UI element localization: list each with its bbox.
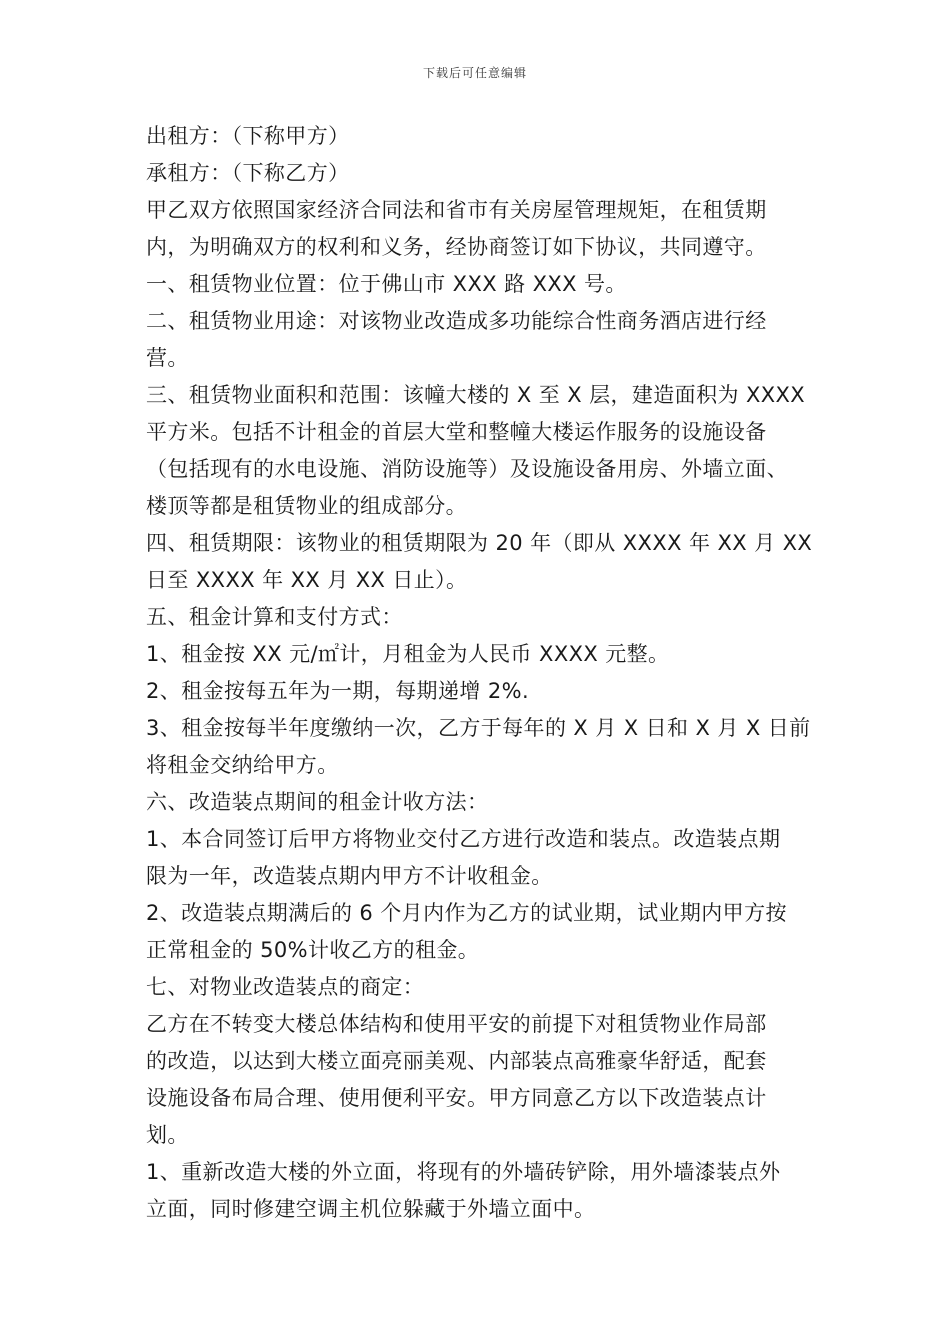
text-line: 甲乙双方依照国家经济合同法和省市有关房屋管理规矩，在租赁期	[146, 198, 767, 222]
text-line: 1、租金按 XX 元/㎡计，月租金为人民币 XXXX 元整。	[146, 642, 670, 666]
text-line: 七、对物业改造装点的商定：	[146, 975, 425, 999]
text-line: 划。	[146, 1123, 189, 1147]
text-line: 内，为明确双方的权利和义务，经协商签订如下协议，共同遵守。	[146, 235, 767, 259]
text-line: 乙方在不转变大楼总体结构和使用平安的前提下对租赁物业作局部	[146, 1012, 767, 1036]
text-line: 一、租赁物业位置：位于佛山市 XXX 路 XXX 号。	[146, 272, 627, 296]
text-line: 2、改造装点期满后的 6 个月内作为乙方的试业期，试业期内甲方按	[146, 901, 787, 925]
text-line: 的改造，以达到大楼立面亮丽美观、内部装点高雅豪华舒适，配套	[146, 1049, 767, 1073]
text-line: 2、租金按每五年为一期，每期递增 2%.	[146, 679, 530, 703]
text-line: 营。	[146, 346, 189, 370]
page-header-note: 下载后可任意编辑	[422, 66, 527, 80]
text-line: 限为一年，改造装点期内甲方不计收租金。	[146, 864, 553, 888]
text-line: 设施设备布局合理、使用便利平安。甲方同意乙方以下改造装点计	[146, 1086, 767, 1110]
text-line: 将租金交纳给甲方。	[146, 753, 339, 777]
text-line: 楼顶等都是租赁物业的组成部分。	[146, 494, 467, 518]
text-line: 承租方：（下称乙方）	[146, 161, 350, 185]
text-line: 立面，同时修建空调主机位躲藏于外墙立面中。	[146, 1197, 596, 1221]
contract-body	[146, 118, 818, 1228]
text-line: 五、租金计算和支付方式：	[146, 605, 403, 629]
text-line: 二、租赁物业用途：对该物业改造成多功能综合性商务酒店进行经	[146, 309, 767, 333]
text-line: （包括现有的水电设施、消防设施等）及设施设备用房、外墙立面、	[146, 457, 788, 481]
text-line: 三、租赁物业面积和范围：该幢大楼的 X 至 X 层，建造面积为 XXXX	[146, 383, 806, 407]
text-line: 出租方：（下称甲方）	[146, 124, 350, 148]
text-line: 四、租赁期限：该物业的租赁期限为 20 年（即从 XXXX 年 XX 月 XX	[146, 531, 813, 555]
text-line: 1、重新改造大楼的外立面，将现有的外墙砖铲除，用外墙漆装点外	[146, 1160, 781, 1184]
text-line: 3、租金按每半年度缴纳一次，乙方于每年的 X 月 X 日和 X 月 X 日前	[146, 716, 811, 740]
text-line: 正常租金的 50%计收乙方的租金。	[146, 938, 480, 962]
text-line: 1、本合同签订后甲方将物业交付乙方进行改造和装点。改造装点期	[146, 827, 781, 851]
text-line: 平方米。包括不计租金的首层大堂和整幢大楼运作服务的设施设备	[146, 420, 767, 444]
text-line: 六、改造装点期间的租金计收方法：	[146, 790, 489, 814]
text-line: 日至 XXXX 年 XX 月 XX 日止）。	[146, 568, 468, 592]
